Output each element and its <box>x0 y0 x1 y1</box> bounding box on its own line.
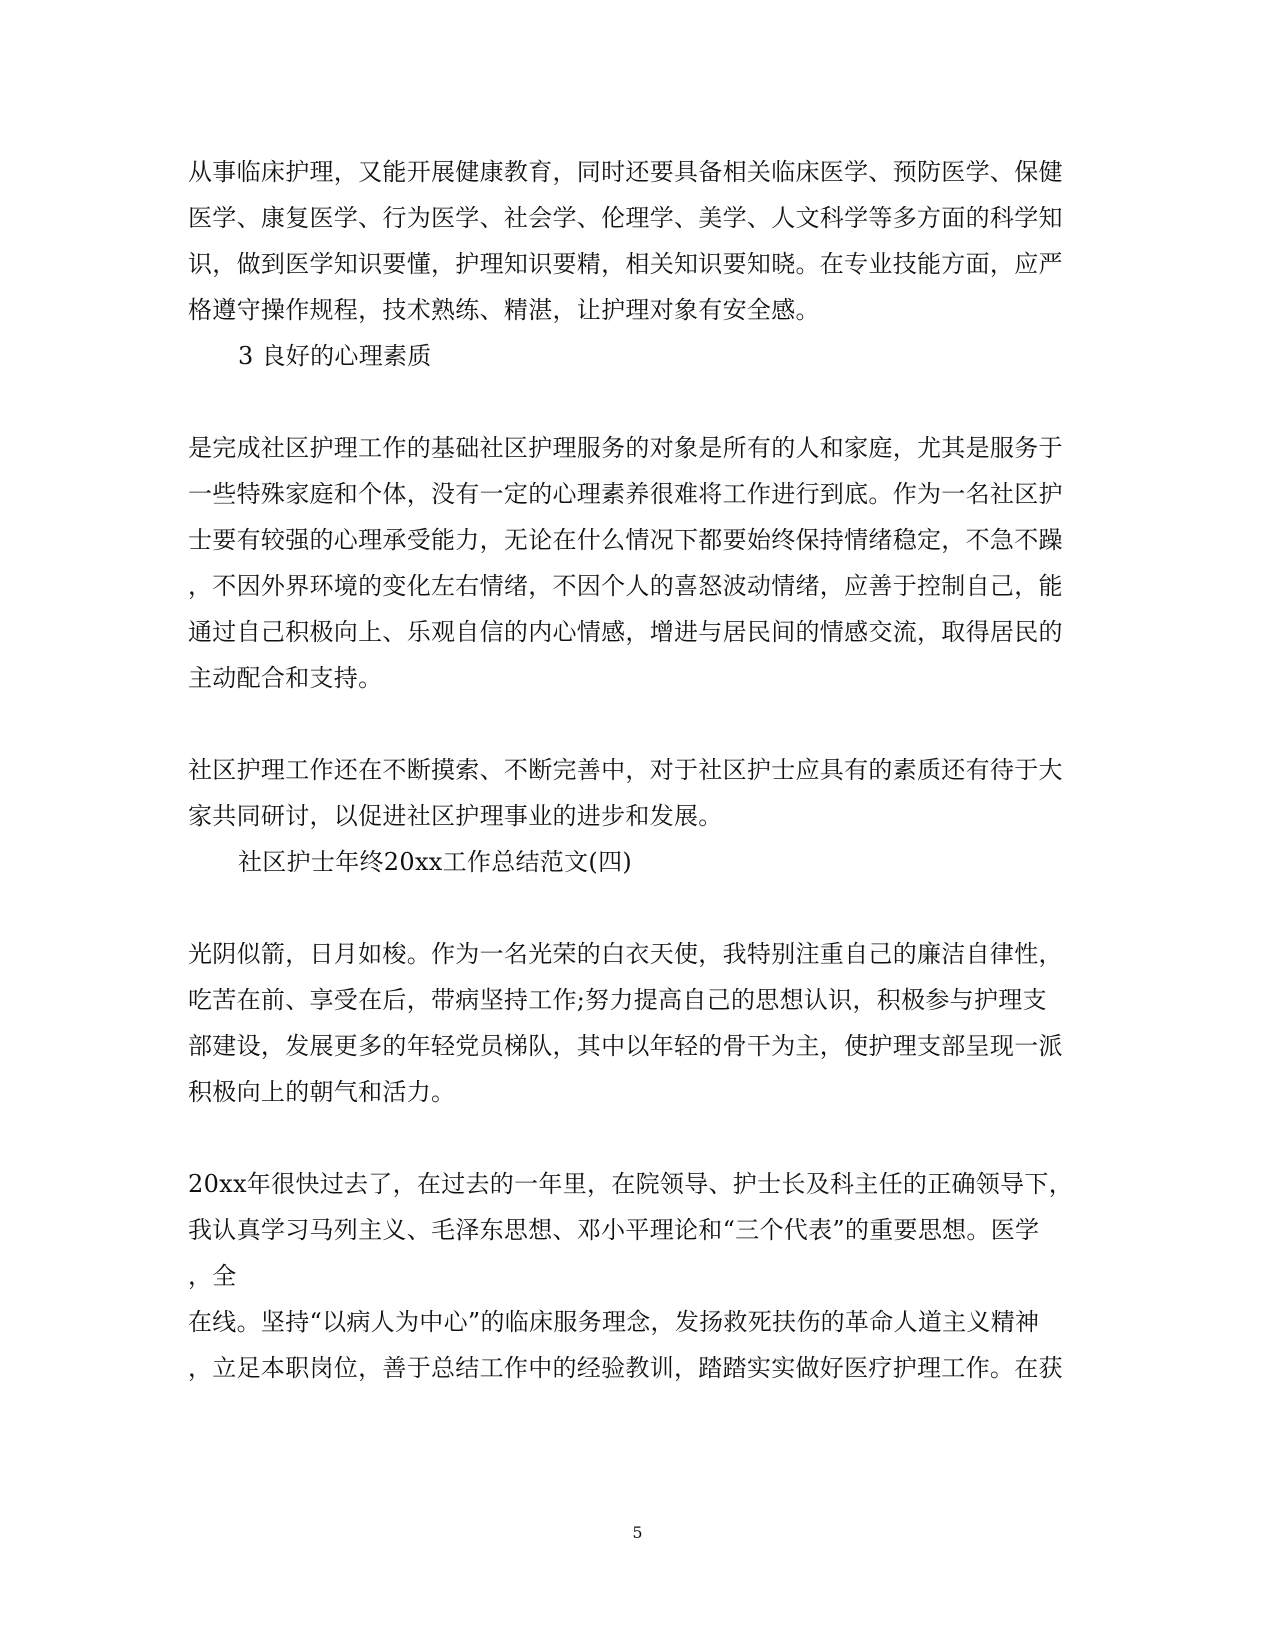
text-line: 积极向上的朝气和活力。 <box>188 1078 456 1106</box>
text-line: ，立足本职岗位，善于总结工作中的经验教训，踏踏实实做好医疗护理工作。在获 <box>188 1354 1063 1382</box>
text-line: 部建设，发展更多的年轻党员梯队，其中以年轻的骨干为主，使护理支部呈现一派 <box>188 1032 1063 1060</box>
text-line: 是完成社区护理工作的基础社区护理服务的对象是所有的人和家庭，尤其是服务于 <box>188 434 1063 462</box>
text-line: 通过自己积极向上、乐观自信的内心情感，增进与居民间的情感交流，取得居民的 <box>188 618 1063 646</box>
text-line: 20xx年很快过去了，在过去的一年里，在院领导、护士长及科主任的正确领导下， <box>188 1170 1074 1198</box>
text-line: 在线。坚持“以病人为中心”的临床服务理念，发扬救死扶伤的革命人道主义精神 <box>188 1308 1040 1336</box>
text-line: 光阴似箭，日月如梭。作为一名光荣的白衣天使，我特别注重自己的廉洁自律性， <box>188 940 1063 968</box>
text-line: 吃苦在前、享受在后，带病坚持工作;努力提高自己的思想认识，积极参与护理支 <box>188 986 1047 1014</box>
text-line: 我认真学习马列主义、毛泽东思想、邓小平理论和“三个代表”的重要思想。医学 <box>188 1216 1040 1244</box>
text-line: 一些特殊家庭和个体，没有一定的心理素养很难将工作进行到底。作为一名社区护 <box>188 480 1063 508</box>
text-line: 主动配合和支持。 <box>188 664 383 692</box>
text-line: 家共同研讨，以促进社区护理事业的进步和发展。 <box>188 802 723 830</box>
page-number: 5 <box>632 1523 643 1542</box>
text-line: ，不因外界环境的变化左右情绪，不因个人的喜怒波动情绪，应善于控制自己，能 <box>188 572 1063 600</box>
section-heading: 3 良好的心理素质 <box>238 342 432 370</box>
text-line: 医学、康复医学、行为医学、社会学、伦理学、美学、人文科学等多方面的科学知 <box>188 204 1063 232</box>
text-line: ，全 <box>188 1262 237 1290</box>
text-line: 从事临床护理，又能开展健康教育，同时还要具备相关临床医学、预防医学、保健 <box>188 158 1063 186</box>
text-line: 社区护理工作还在不断摸索、不断完善中，对于社区护士应具有的素质还有待于大 <box>188 756 1063 784</box>
text-line: 识，做到医学知识要懂，护理知识要精，相关知识要知晓。在专业技能方面，应严 <box>188 250 1063 278</box>
text-line: 格遵守操作规程，技术熟练、精湛，让护理对象有安全感。 <box>188 296 820 324</box>
text-line: 士要有较强的心理承受能力，无论在什么情况下都要始终保持情绪稳定，不急不躁 <box>188 526 1063 554</box>
section-heading: 社区护士年终20xx工作总结范文(四) <box>238 848 633 876</box>
